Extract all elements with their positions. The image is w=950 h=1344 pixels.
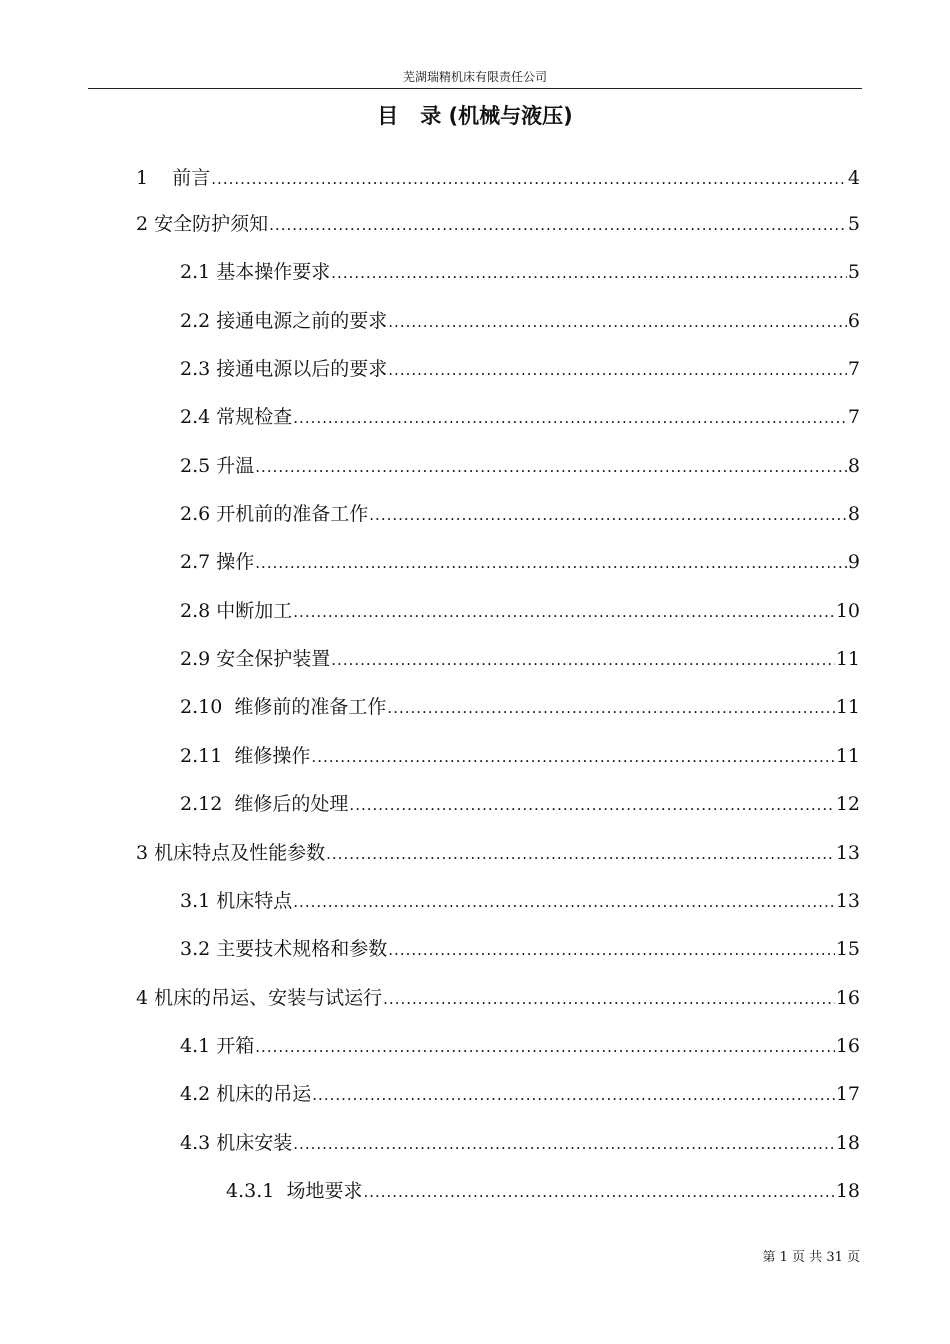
toc-entry-page-number: 16: [835, 987, 860, 1009]
toc-entry-label: 接通电源之前的要求: [216, 310, 388, 332]
toc-entry-number: 4.2: [180, 1083, 211, 1105]
toc-dot-leader: [269, 212, 847, 238]
toc-entry-label: 机床的吊运: [216, 1083, 312, 1105]
toc-entry-label: 安全防护须知: [154, 213, 269, 235]
toc-entry-page-number: 11: [835, 648, 860, 670]
toc-entry-page-number: 18: [835, 1180, 860, 1202]
toc-entry-label: 开箱: [216, 1035, 255, 1057]
toc-entry[interactable]: [136, 165, 860, 191]
page-header: 芜湖瑞精机床有限责任公司: [402, 70, 547, 84]
toc-entry-number: 4.1: [180, 1035, 211, 1057]
toc-entry-page-number: 17: [835, 1083, 860, 1105]
toc-entry[interactable]: [136, 985, 860, 1011]
toc-entry-page-number: 13: [835, 890, 860, 912]
toc-entry-page-number: 7: [847, 358, 860, 380]
toc-dot-leader: [293, 1131, 835, 1157]
toc-entry-number: 2.6: [180, 503, 211, 525]
toc-entry-number: 4: [136, 987, 149, 1009]
toc-entry-page-number: 12: [835, 793, 860, 815]
toc-entry-label: 机床特点: [216, 890, 293, 912]
toc-entry[interactable]: [180, 598, 860, 624]
toc-entry-spacer: [148, 165, 172, 191]
toc-dot-leader: [326, 841, 835, 867]
toc-entry-number: 4.3.1: [226, 1180, 275, 1202]
toc-entry[interactable]: [180, 308, 860, 334]
toc-dot-leader: [383, 986, 835, 1012]
toc-entry[interactable]: [180, 743, 860, 769]
toc-entry-number: 2.3: [180, 358, 211, 380]
toc-entry-number: 1: [136, 167, 149, 189]
toc-entry-label: 前言: [172, 167, 211, 189]
toc-dot-leader: [293, 405, 847, 431]
toc-entry-label: 安全保护装置: [216, 648, 331, 670]
toc-entry-number: 3.2: [180, 938, 211, 960]
toc-entry-spacer: [222, 743, 234, 769]
toc-entry-spacer: [222, 694, 234, 720]
toc-entry-label: 操作: [216, 551, 255, 573]
toc-entry-label: 升温: [216, 455, 255, 477]
toc-entry-number: 3.1: [180, 890, 211, 912]
toc-entry-number: 2.1: [180, 261, 211, 283]
toc-dot-leader: [255, 1034, 835, 1060]
toc-entry-page-number: 6: [847, 310, 860, 332]
toc-entry-page-number: 11: [835, 745, 860, 767]
toc-entry[interactable]: [180, 404, 860, 430]
title-suffix: (机械与液压): [448, 104, 573, 128]
toc-entry-label: 维修后的处理: [234, 793, 349, 815]
title-char-2: 录: [420, 104, 442, 128]
toc-entry-page-number: 5: [847, 261, 860, 283]
toc-entry-label: 机床特点及性能参数: [154, 842, 326, 864]
toc-entry[interactable]: [180, 356, 860, 382]
toc-entry[interactable]: [180, 1081, 860, 1107]
toc-entry-page-number: 8: [847, 503, 860, 525]
page-title: [0, 102, 950, 130]
toc-entry-number: 2.11: [180, 745, 223, 767]
toc-dot-leader: [211, 166, 847, 192]
toc-entry-spacer: [222, 791, 234, 817]
toc-dot-leader: [331, 647, 835, 673]
toc-entry-page-number: 5: [847, 213, 860, 235]
toc-dot-leader: [331, 260, 847, 286]
toc-entry[interactable]: [180, 453, 860, 479]
toc-dot-leader: [293, 889, 835, 915]
toc-entry-number: 2.10: [180, 696, 223, 718]
toc-entry-label: 维修操作: [234, 745, 311, 767]
toc-dot-leader: [363, 1179, 834, 1205]
toc-dot-leader: [255, 550, 847, 576]
toc-entry[interactable]: [180, 791, 860, 817]
header-divider: [88, 88, 862, 89]
page-footer: 第 1 页 共 31 页: [762, 1250, 860, 1265]
toc-entry-number: 2.9: [180, 648, 211, 670]
toc-entry-label: 维修前的准备工作: [234, 696, 387, 718]
toc-entry-number: 2.4: [180, 406, 211, 428]
toc-entry-label: 基本操作要求: [216, 261, 331, 283]
toc-entry-page-number: 4: [847, 167, 860, 189]
toc-entry-number: 2.8: [180, 600, 211, 622]
toc-entry-label: 机床安装: [216, 1132, 293, 1154]
toc-entry-number: 2.12: [180, 793, 223, 815]
title-char-1: 目: [377, 104, 399, 128]
toc-dot-leader: [369, 502, 847, 528]
toc-dot-leader: [387, 695, 834, 721]
toc-entry-label: 主要技术规格和参数: [216, 938, 388, 960]
toc-dot-leader: [255, 454, 847, 480]
toc-entry-number: 4.3: [180, 1132, 211, 1154]
toc-entry[interactable]: [180, 549, 860, 575]
toc-entry-page-number: 8: [847, 455, 860, 477]
toc-entry[interactable]: [180, 259, 860, 285]
toc-dot-leader: [388, 937, 835, 963]
toc-entry-spacer: [274, 1178, 286, 1204]
toc-entry-page-number: 18: [835, 1132, 860, 1154]
toc-entry[interactable]: [180, 888, 860, 914]
toc-dot-leader: [293, 599, 835, 625]
toc-entry-number: 2: [136, 213, 149, 235]
toc-entry[interactable]: [180, 646, 860, 672]
toc-entry-page-number: 11: [835, 696, 860, 718]
toc-entry-label: 机床的吊运、安装与试运行: [154, 987, 383, 1009]
toc-entry-page-number: 7: [847, 406, 860, 428]
toc-entry-label: 接通电源以后的要求: [216, 358, 388, 380]
toc-entry[interactable]: [180, 501, 860, 527]
toc-entry[interactable]: [180, 1130, 860, 1156]
toc-dot-leader: [311, 744, 834, 770]
toc-dot-leader: [388, 309, 847, 335]
toc-entry-number: 2.5: [180, 455, 211, 477]
toc-entry-label: 场地要求: [286, 1180, 363, 1202]
toc-entry[interactable]: [180, 694, 860, 720]
toc-entry-page-number: 9: [847, 551, 860, 573]
toc-entry-number: 3: [136, 842, 149, 864]
toc-entry-label: 常规检查: [216, 406, 293, 428]
toc-entry-number: 2.7: [180, 551, 211, 573]
toc-entry[interactable]: [180, 936, 860, 962]
toc-entry-page-number: 13: [835, 842, 860, 864]
toc-entry-page-number: 16: [835, 1035, 860, 1057]
toc-entry-page-number: 15: [835, 938, 860, 960]
toc-entry-number: 2.2: [180, 310, 211, 332]
toc-entry-label: 开机前的准备工作: [216, 503, 369, 525]
toc-entry[interactable]: [136, 840, 860, 866]
toc-entry[interactable]: [180, 1033, 860, 1059]
toc-entry-label: 中断加工: [216, 600, 293, 622]
toc-dot-leader: [388, 357, 847, 383]
toc-entry[interactable]: [226, 1178, 860, 1204]
toc-dot-leader: [349, 792, 834, 818]
toc-dot-leader: [312, 1082, 835, 1108]
toc-entry[interactable]: [136, 211, 860, 237]
toc-entry-page-number: 10: [835, 600, 860, 622]
